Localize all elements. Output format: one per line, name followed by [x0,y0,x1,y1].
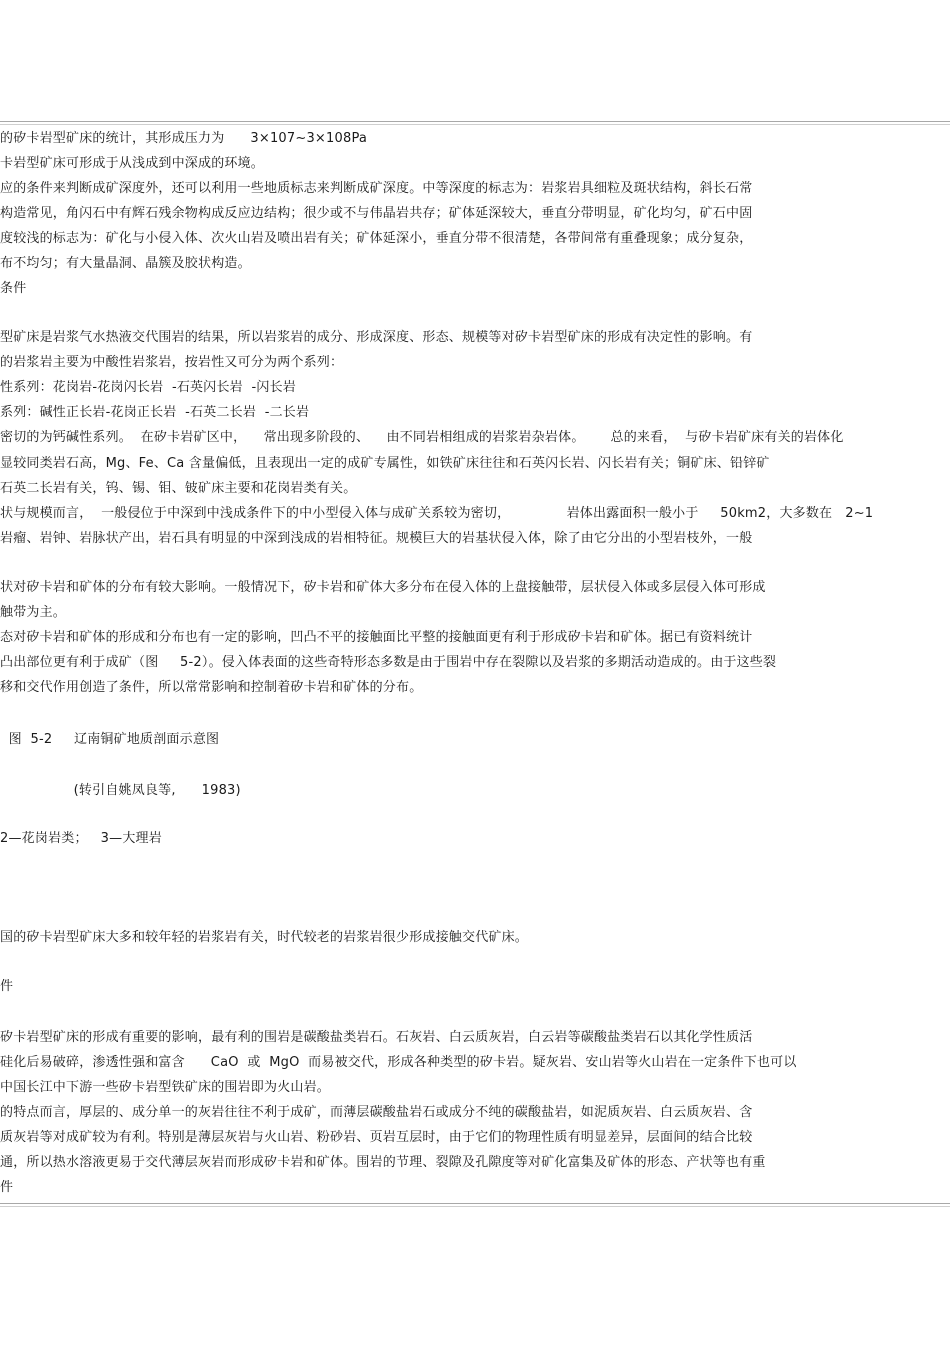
text-line: 岩瘤、岩钟、岩脉状产出，岩石具有明显的中深到浅成的岩相特征。规模巨大的岩基状侵入体，除了由它分出的小型岩枝外，一般 [0,531,753,546]
text-line: 性系列：花岗岩-花岗闪长岩 -石英闪长岩 -闪长岩 [0,380,297,395]
text-line: 的岩浆岩主要为中酸性岩浆岩，按岩性又可分为两个系列： [0,355,344,370]
text-line: 的矽卡岩型矿床的统计，其形成压力为 3×107~3×108Pa [0,131,368,146]
text-line: 度较浅的标志为：矿化与小侵入体、次火山岩及喷出岩有关；矿体延深小，垂直分带不很清楚，各带间常有重叠现象；成分复杂， [0,231,753,246]
text-line: 状与规模而言， 一般侵位于中深到中浅成条件下的中小型侵入体与成矿关系较为密切， 岩体出露面积一般小于 50km2，大多数在 2~1 [0,506,874,521]
text-line: 应的条件来判断成矿深度外，还可以利用一些地质标志来判断成矿深度。中等深度的标志为：岩浆岩具细粒及斑状结构，斜长石常 [0,181,753,196]
top-rule-1 [0,121,950,122]
text-line: 移和交代作用创造了条件，所以常常影响和控制着矽卡岩和矿体的分布。 [0,680,423,695]
text-line: 显较同类岩石高，Mg、Fe、Ca 含量偏低，且表现出一定的成矿专属性，如铁矿床往往和石英闪长岩、闪长岩有关；铜矿床、铅锌矿 [0,456,770,471]
section-heading: 条件 [0,281,27,296]
figure-caption: 图 5-2 辽南铜矿地质剖面示意图 [0,732,220,747]
text-line: 卡岩型矿床可形成于从浅成到中深成的环境。 [0,156,265,171]
text-line: 系列：碱性正长岩-花岗正长岩 -石英二长岩 -二长岩 [0,405,310,420]
text-line: 国的矽卡岩型矿床大多和较年轻的岩浆岩有关，时代较老的岩浆岩很少形成接触交代矿床。 [0,930,529,945]
bottom-rule-1 [0,1203,950,1204]
text-line: 布不均匀；有大量晶洞、晶簇及胶状构造。 [0,256,251,271]
top-rule-2 [0,124,950,125]
bottom-rule-2 [0,1206,950,1207]
section-heading: 件 [0,979,14,994]
text-line: 触带为主。 [0,605,67,620]
text-line: 型矿床是岩浆气水热液交代围岩的结果，所以岩浆岩的成分、形成深度、形态、规模等对矽卡岩型矿床的形成有决定性的影响。有 [0,330,753,345]
text-line: 状对矽卡岩和矿体的分布有较大影响。一般情况下，矽卡岩和矿体大多分布在侵入体的上盘接触带，层状侵入体或多层侵入体可形成 [0,580,766,595]
text-line: 件 [0,1180,14,1195]
text-line: 石英二长岩有关，钨、锡、钼、铍矿床主要和花岗岩类有关。 [0,481,357,496]
text-line: 质灰岩等对成矿较为有利。特别是薄层灰岩与火山岩、粉砂岩、页岩互层时，由于它们的物理性质有明显差异，层面间的结合比较 [0,1130,753,1145]
figure-legend: 2—花岗岩类； 3—大理岩 [0,831,162,846]
text-line: 密切的为钙碱性系列。 在矽卡岩矿区中， 常出现多阶段的、 由不同岩相组成的岩浆岩杂岩体。 总的来看， 与矽卡岩矿床有关的岩体化 [0,430,844,445]
text-line: 构造常见，角闪石中有辉石残余物构成反应边结构；很少或不与伟晶岩共存；矿体延深较大，垂直分带明显，矿化均匀，矿石中固 [0,206,753,221]
text-line: 中国长江中下游一些矽卡岩型铁矿床的围岩即为火山岩。 [0,1080,331,1095]
figure-source: (转引自姚凤良等, 1983) [0,783,241,798]
text-line: 态对矽卡岩和矿体的形成和分布也有一定的影响，凹凸不平的接触面比平整的接触面更有利于形成矽卡岩和矿体。据已有资料统计 [0,630,753,645]
text-line: 的特点而言，厚层的、成分单一的灰岩往往不利于成矿，而薄层碳酸盐岩石或成分不纯的碳酸盐岩，如泥质灰岩、白云质灰岩、含 [0,1105,753,1120]
text-line: 凸出部位更有利于成矿（图 5-2）。侵入体表面的这些奇特形态多数是由于围岩中存在裂隙以及岩浆的多期活动造成的。由于这些裂 [0,655,777,670]
text-line: 硅化后易破碎，渗透性强和富含 CaO 或 MgO 而易被交代，形成各种类型的矽卡岩。疑灰岩、安山岩等火山岩在一定条件下也可以 [0,1055,797,1070]
text-line: 通，所以热水溶液更易于交代薄层灰岩而形成矽卡岩和矿体。围岩的节理、裂隙及孔隙度等对矿化富集及矿体的形态、产状等也有重 [0,1155,766,1170]
text-line: 矽卡岩型矿床的形成有重要的影响，最有利的围岩是碳酸盐类岩石。石灰岩、白云质灰岩，白云岩等碳酸盐类岩石以其化学性质活 [0,1030,753,1045]
